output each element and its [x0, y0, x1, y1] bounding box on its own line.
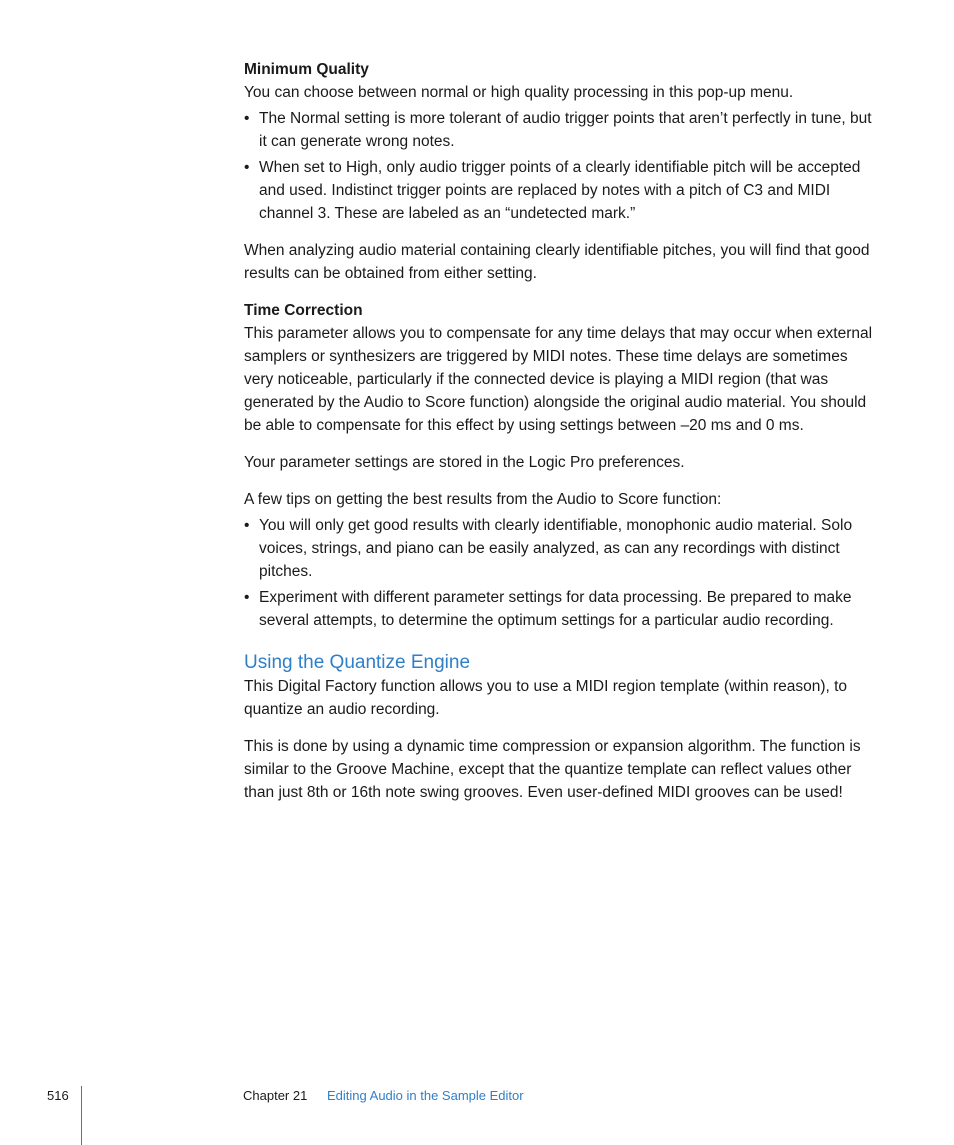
page-number: 516	[47, 1088, 69, 1103]
list-item	[244, 156, 874, 225]
list-item-text: You will only get good results with clearly identifiable, monophonic audio material. Solo voices, strings, and piano can be easily analyzed, as can any recordings with distinct pitches.	[259, 517, 853, 580]
paragraph-tips-intro: A few tips on getting the best results from the Audio to Score function:	[244, 491, 722, 508]
subhead-minimum-quality: Minimum Quality	[244, 61, 369, 78]
footer-divider	[81, 1086, 82, 1145]
paragraph-quantize-intro: This Digital Factory function allows you to use a MIDI region template (within reason), to quantize an audio recording.	[244, 678, 848, 718]
bullet-list-tips	[244, 514, 874, 632]
list-item-text: The Normal setting is more tolerant of audio trigger points that aren’t perfectly in tune, but it can generate wrong notes.	[259, 110, 872, 150]
list-item	[244, 107, 874, 153]
bullet-mark: •	[244, 589, 250, 606]
paragraph-quality-closing: When analyzing audio material containing clearly identifiable pitches, you will find that good results can be obtained from either setting.	[244, 242, 870, 282]
bullet-mark: •	[244, 110, 250, 127]
paragraph-minimum-quality-intro: You can choose between normal or high quality processing in this pop-up menu.	[244, 84, 794, 101]
bullet-list-quality	[244, 107, 874, 225]
list-item-text: Experiment with different parameter settings for data processing. Be prepared to make several attempts, to determine the optimum settings for a particular audio recording.	[259, 589, 852, 629]
chapter-title-link[interactable]: Editing Audio in the Sample Editor	[327, 1088, 524, 1103]
section-heading-quantize-engine: Using the Quantize Engine	[244, 652, 471, 673]
paragraph-preferences-note: Your parameter settings are stored in the Logic Pro preferences.	[244, 454, 685, 471]
subhead-time-correction: Time Correction	[244, 302, 363, 319]
bullet-mark: •	[244, 517, 250, 534]
list-item	[244, 514, 874, 583]
list-item	[244, 586, 874, 632]
paragraph-quantize-detail: This is done by using a dynamic time compression or expansion algorithm. The function is similar to the Groove Machine, except that the quantize template can reflect values other than just 8th or 16th note swing grooves. Even user-defined MIDI grooves can be used!	[244, 738, 861, 801]
chapter-label: Chapter 21	[243, 1088, 308, 1103]
page-footer	[0, 1082, 954, 1145]
page-content	[244, 58, 874, 804]
bullet-mark: •	[244, 159, 250, 176]
list-item-text: When set to High, only audio trigger points of a clearly identifiable pitch will be accepted and used. Indistinct trigger points are replaced by notes with a pitch of C3 and MIDI channel 3. These are labeled as an “undetected mark.”	[259, 159, 861, 222]
paragraph-time-correction: This parameter allows you to compensate for any time delays that may occur when external samplers or synthesizers are triggered by MIDI notes. These time delays are sometimes very noticeable, particularly if the connected device is playing a MIDI region (that was generated by the Audio to Score function) alongside the original audio material. You should be able to compensate for this effect by using settings between –20 ms and 0 ms.	[244, 325, 873, 434]
